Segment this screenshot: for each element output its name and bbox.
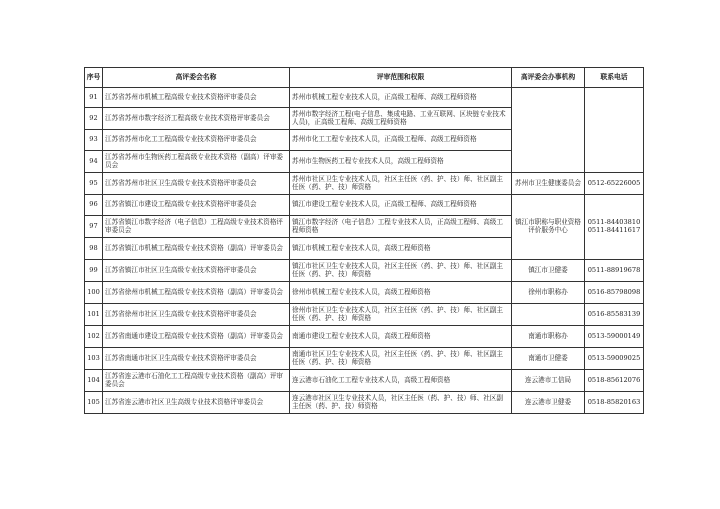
scope-text: 苏州市化工工程专业技术人员，正高级工程师、高级工程师资格	[290, 130, 512, 151]
table-row	[85, 392, 644, 414]
scope-text: 徐州市机械工程专业技术人员，高级工程师资格	[290, 282, 512, 304]
phone-cell: 0511-84403810 0511-84411617	[585, 195, 644, 260]
header-row	[85, 68, 644, 88]
scope-text: 连云港市石油化工工程专业技术人员，高级工程师资格	[290, 370, 512, 392]
committee-name: 江苏省苏州市生物医药工程高级专业技术资格（副高）评审委员会	[103, 151, 290, 173]
phone-cell: 0513-59000149	[585, 326, 644, 348]
table-row	[85, 282, 644, 304]
scope-text: 镇江市数字经济（电子信息）工程专业技术人员，正高级工程师、高级工程师资格	[290, 216, 512, 238]
committee-name: 江苏省镇江市机械工程高级专业技术资格（副高）评审委员会	[103, 238, 290, 260]
row-number: 96	[85, 195, 103, 216]
committee-name: 江苏省镇江市社区卫生高级专业技术资格评审委员会	[103, 260, 290, 282]
scope-text: 南通市社区卫生专业技术人员，社区主任医（药、护、技）师、社区副主任医（药、护、技）师资格	[290, 348, 512, 370]
office-cell	[512, 88, 585, 173]
committee-name: 江苏省连云港市社区卫生高级专业技术资格评审委员会	[103, 392, 290, 414]
committee-name: 江苏省苏州市数字经济工程高级专业技术资格评审委员会	[103, 108, 290, 130]
scope-text: 镇江市社区卫生专业技术人员，社区主任医（药、护、技）师、社区副主任医（药、护、技）师资格	[290, 260, 512, 282]
row-number: 103	[85, 348, 103, 370]
header-scope: 评审范围和权限	[290, 68, 512, 88]
table-row	[85, 304, 644, 326]
row-number: 95	[85, 173, 103, 195]
office-cell: 南通市卫健委	[512, 348, 585, 370]
office-cell: 镇江市卫健委	[512, 260, 585, 282]
table-row	[85, 370, 644, 392]
phone-cell: 0518-85820163	[585, 392, 644, 414]
committee-name: 江苏省镇江市建设工程高级专业技术资格评审委员会	[103, 195, 290, 216]
committee-name: 江苏省镇江市数字经济（电子信息）工程高级专业技术资格评审委员会	[103, 216, 290, 238]
table-row	[85, 326, 644, 348]
scope-text: 镇江市建设工程专业技术人员，正高级工程师、高级工程师资格	[290, 195, 512, 216]
table-row	[85, 260, 644, 282]
office-cell: 徐州市职称办	[512, 282, 585, 304]
office-cell	[512, 304, 585, 326]
row-number: 98	[85, 238, 103, 260]
office-cell: 南通市职称办	[512, 326, 585, 348]
header-office: 高评委会办事机构	[512, 68, 585, 88]
table-row	[85, 348, 644, 370]
phone-cell: 0511-88919678	[585, 260, 644, 282]
row-number: 102	[85, 326, 103, 348]
committee-name: 江苏省连云港市石油化工工程高级专业技术资格（副高）评审委员会	[103, 370, 290, 392]
row-number: 105	[85, 392, 103, 414]
row-number: 92	[85, 108, 103, 130]
header-phone: 联系电话	[585, 68, 644, 88]
phone-cell: 0516-85798098	[585, 282, 644, 304]
scope-text: 连云港市社区卫生专业技术人员，社区主任医（药、护、技）师、社区副主任医（药、护、技）师资格	[290, 392, 512, 414]
committee-name: 江苏省徐州市机械工程高级专业技术资格（副高）评审委员会	[103, 282, 290, 304]
table-row	[85, 88, 644, 108]
table-row	[85, 173, 644, 195]
header-no: 序号	[85, 68, 103, 88]
phone-cell: 0513-59009025	[585, 348, 644, 370]
row-number: 93	[85, 130, 103, 151]
scope-text: 镇江市机械工程专业技术人员，高级工程师资格	[290, 238, 512, 260]
committee-table	[84, 67, 644, 414]
row-number: 99	[85, 260, 103, 282]
scope-text: 徐州市社区卫生专业技术人员，社区主任医（药、护、技）师、社区副主任医（药、护、技）师资格	[290, 304, 512, 326]
office-cell: 连云港市工信局	[512, 370, 585, 392]
committee-name: 江苏省南通市建设工程高级专业技术资格（副高）评审委员会	[103, 326, 290, 348]
row-number: 91	[85, 88, 103, 108]
header-committee: 高评委会名称	[103, 68, 290, 88]
row-number: 100	[85, 282, 103, 304]
phone-cell	[585, 88, 644, 173]
scope-text: 苏州市社区卫生专业技术人员，社区主任医（药、护、技）师、社区副主任医（药、护、技）师资格	[290, 173, 512, 195]
phone-cell: 0518-85612076	[585, 370, 644, 392]
table-row	[85, 195, 644, 216]
committee-name: 江苏省徐州市社区卫生高级专业技术资格评审委员会	[103, 304, 290, 326]
row-number: 97	[85, 216, 103, 238]
committee-name: 江苏省苏州市机械工程高级专业技术资格评审委员会	[103, 88, 290, 108]
scope-text: 南通市建设工程专业技术人员，高级工程师资格	[290, 326, 512, 348]
row-number: 104	[85, 370, 103, 392]
phone-cell: 0512-65226005	[585, 173, 644, 195]
scope-text: 苏州市数字经济工程(电子信息、集成电路、工业互联网、区块链专业技术人员)，正高级工程师、高级工程师资格	[290, 108, 512, 130]
office-cell: 镇江市职称与职业资格评价服务中心	[512, 195, 585, 260]
scope-text: 苏州市机械工程专业技术人员，正高级工程师、高级工程师资格	[290, 88, 512, 108]
phone-cell: 0516-85583139	[585, 304, 644, 326]
office-cell: 连云港市卫健委	[512, 392, 585, 414]
office-cell: 苏州市卫生健康委员会	[512, 173, 585, 195]
row-number: 101	[85, 304, 103, 326]
scope-text: 苏州市生物医药工程专业技术人员，高级工程师资格	[290, 151, 512, 173]
committee-name: 江苏省苏州市化工工程高级专业技术资格评审委员会	[103, 130, 290, 151]
committee-name: 江苏省苏州市社区卫生高级专业技术资格评审委员会	[103, 173, 290, 195]
committee-name: 江苏省南通市社区卫生高级专业技术资格评审委员会	[103, 348, 290, 370]
row-number: 94	[85, 151, 103, 173]
